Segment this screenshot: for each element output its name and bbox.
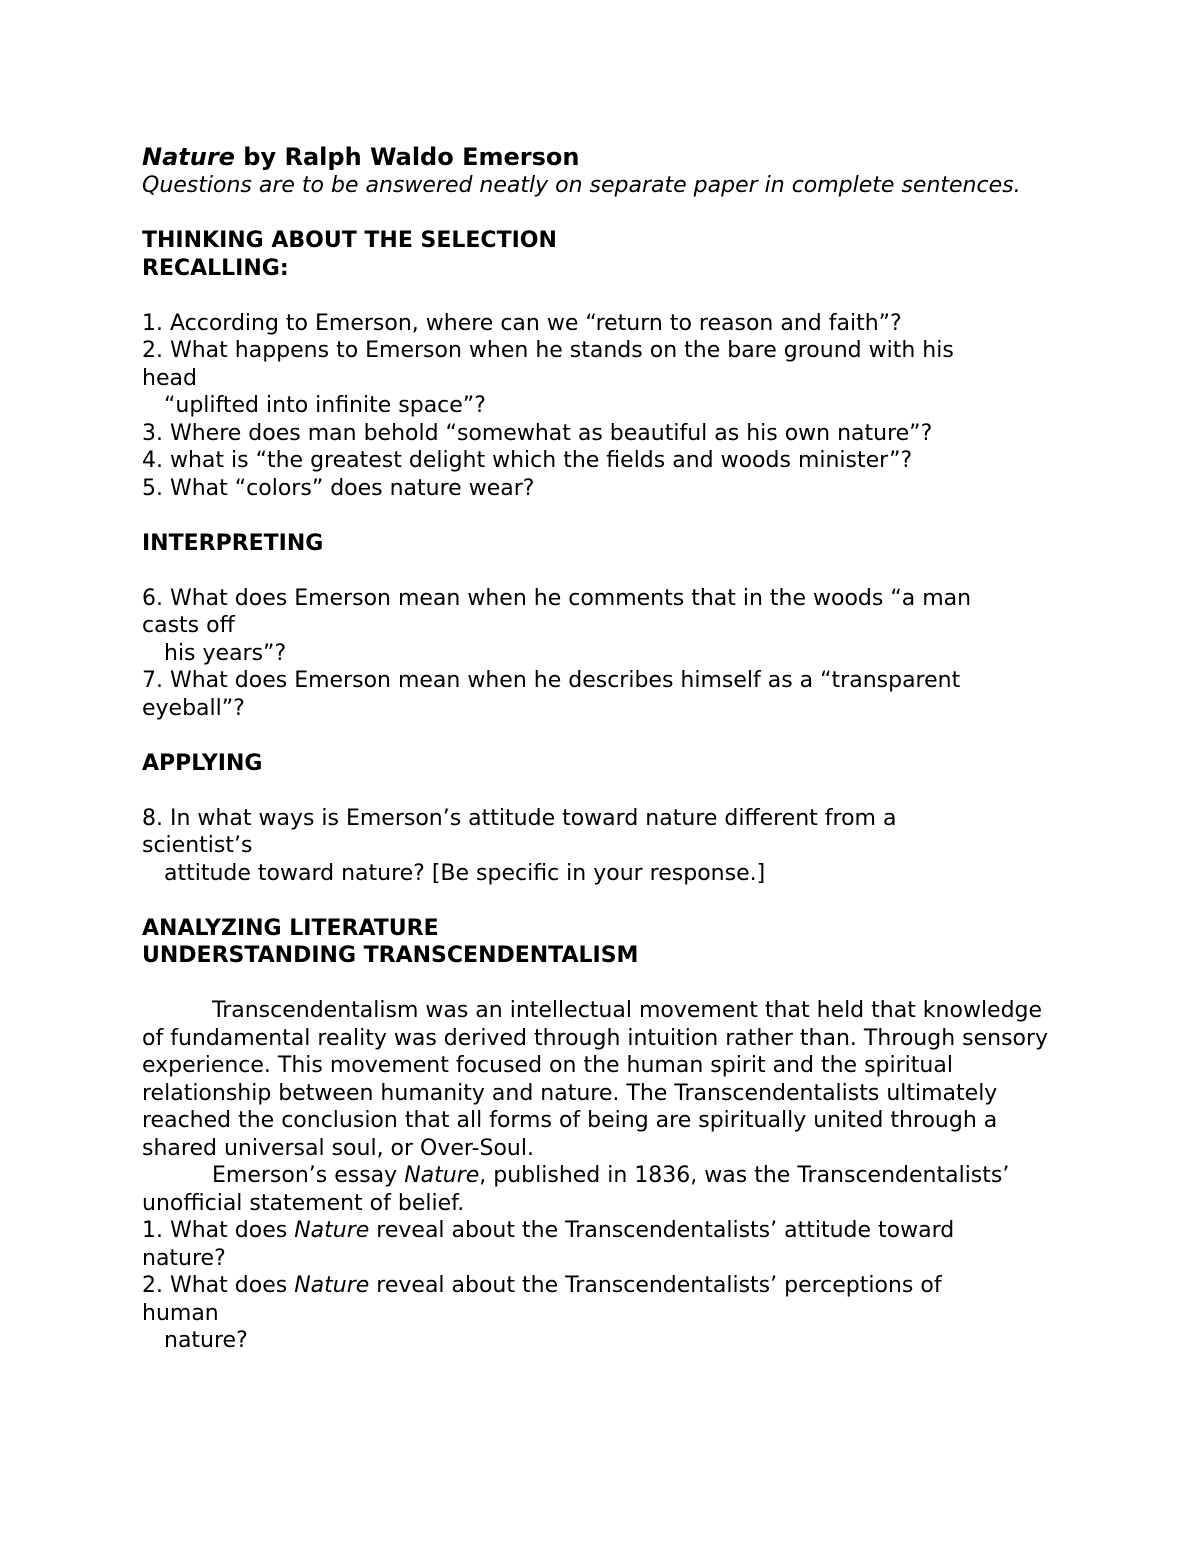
analysis-question-2-cont-1: human <box>142 1300 219 1326</box>
question-6-line-2: casts off <box>142 613 235 638</box>
title-italic: Nature <box>142 143 235 171</box>
instructions: Questions are to be answered neatly on separate paper in complete sentences. <box>142 173 1021 198</box>
analysis-question-1: 1. What does Nature reveal about the Transcendentalists’ attitude toward <box>142 1218 955 1243</box>
question-2-line-3: “uplifted into infinite space”? <box>164 393 486 418</box>
question-8-line-2: scientist’s <box>142 833 253 858</box>
question-2-line-1: 2. What happens to Emerson when he stands on the bare ground with his <box>142 338 954 363</box>
question-6-line-3: his years”? <box>164 640 287 666</box>
section-heading-analyzing: ANALYZING LITERATURE <box>142 915 439 941</box>
section-heading-thinking: THINKING ABOUT THE SELECTION <box>142 228 557 253</box>
document-body <box>142 142 1062 1355</box>
question-4: 4. what is “the greatest delight which the fields and woods minister”? <box>142 448 913 473</box>
paragraph-transcendentalism: Transcendentalism was an intellectual movement that held that knowledge of fundamental reality was derived through intuition rather than. Through sensory experience. This movement focused on the human spirit and the spiritual relationship between humanity and nature. The Transcendentalists ultimately reached the conclusion that all forms of being are spiritually united through a shared universal soul, or Over-Soul. <box>142 998 1049 1161</box>
question-7-line-2: eyeball”? <box>142 695 245 721</box>
paragraph-emerson-essay: Emerson’s essay Nature, published in 1836, was the Transcendentalists’ unofficial statement of belief. <box>142 1163 1010 1216</box>
title-rest: by Ralph Waldo Emerson <box>234 143 580 171</box>
question-7-line-1: 7. What does Emerson mean when he describes himself as a “transparent <box>142 668 961 693</box>
document-title <box>142 142 1062 172</box>
section-heading-recalling: RECALLING: <box>142 255 289 281</box>
question-2-line-2: head <box>142 365 197 391</box>
question-5: 5. What “colors” does nature wear? <box>142 475 535 501</box>
analysis-question-2-cont-2: nature? <box>164 1328 248 1353</box>
question-8-line-1: 8. In what ways is Emerson’s attitude toward nature different from a <box>142 805 897 831</box>
question-3: 3. Where does man behold “somewhat as beautiful as his own nature”? <box>142 420 933 446</box>
question-6-line-1: 6. What does Emerson mean when he comments that in the woods “a man <box>142 585 972 611</box>
analysis-question-2: 2. What does Nature reveal about the Transcendentalists’ perceptions of <box>142 1273 942 1298</box>
question-1: 1. According to Emerson, where can we “return to reason and faith”? <box>142 310 902 336</box>
section-heading-interpreting: INTERPRETING <box>142 530 324 556</box>
analysis-question-1-cont: nature? <box>142 1245 226 1271</box>
section-heading-understanding: UNDERSTANDING TRANSCENDENTALISM <box>142 943 639 968</box>
question-8-line-3: attitude toward nature? [Be specific in your response.] <box>164 860 766 886</box>
section-heading-applying: APPLYING <box>142 750 263 776</box>
